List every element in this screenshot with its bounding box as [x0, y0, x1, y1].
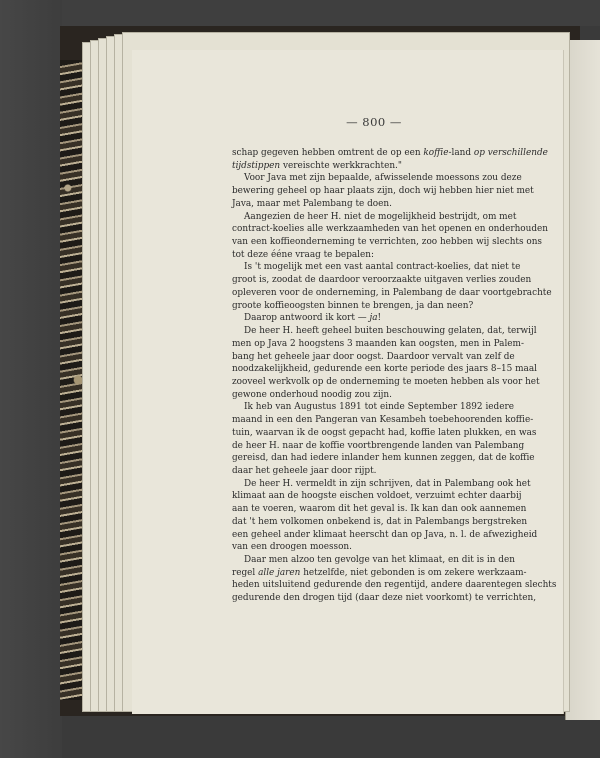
text-line [232, 351, 514, 364]
text-line [232, 312, 514, 325]
text-line [232, 478, 531, 491]
backdrop-top [0, 0, 600, 26]
italic-text: alle jaren [258, 567, 301, 578]
text-line [232, 287, 552, 300]
text-line [232, 325, 537, 338]
text-span: heden uitsluitend gedurende den regentijd, andere daarentegen slechts [232, 580, 557, 591]
text-span: hetzelfde, niet gebonden is om zekere werkzaam- [300, 567, 527, 578]
text-line [232, 465, 514, 478]
text-span: opleveren voor de onderneming, in Palembang de daar voortgebrachte [232, 287, 552, 298]
text-line [232, 376, 540, 389]
text-span: Voor Java met zijn bepaalde, afwisselende moessons zou deze [244, 173, 522, 184]
text-span: daar het geheele jaar door rijpt. [232, 465, 377, 476]
text-span: gereisd, dan had iedere inlander hem kunnen zeggen, dat de koffie [232, 453, 535, 464]
text-span: ! [377, 313, 382, 324]
text-span: regel [232, 567, 259, 578]
text-span: De heer H. vermeldt in zijn schrijven, dat in Palembang ook het [244, 478, 531, 489]
text-line [232, 261, 521, 274]
text-line [232, 363, 537, 376]
text-span: zooveel werkvolk op de onderneming te moeten hebben als voor het [232, 376, 540, 387]
text-line [232, 529, 538, 542]
text-span: bewering geheel op haar plaats zijn, doch wij hebben hier niet met [232, 186, 534, 197]
text-line [232, 490, 522, 503]
text-span: tuin, waarvan ik de oogst gepacht had, koffie laten plukken, en was [232, 427, 537, 438]
text-line [232, 427, 537, 440]
text-span: van een droogen moesson. [232, 542, 352, 553]
text-span: dat 't hem volkomen onbekend is, dat in Palembangs bergstreken [232, 516, 528, 527]
text-line [232, 249, 514, 262]
text-line [232, 579, 557, 592]
text-span: contract-koelies alle werkzaamheden van het openen en onderhouden [232, 224, 548, 235]
text-line [232, 554, 514, 567]
text-span: Daarop antwoord ik kort — [244, 313, 370, 324]
italic-text: op verschillende [473, 148, 548, 158]
text-span: men op Java 2 hoogstens 3 maanden kan oogsten, men in Palem- [232, 338, 524, 349]
text-span: een geheel ander klimaat heerscht dan op Java, n. l. de afwezigheid [232, 529, 538, 540]
text-line [232, 401, 514, 414]
text-span: -land [448, 148, 474, 158]
text-span: schap gegeven hebben omtrent de op een [232, 148, 424, 158]
italic-text: koffie [423, 148, 449, 158]
text-span: Java, maar met Palembang te doen. [232, 198, 392, 209]
text-span: groote koffieoogsten binnen te brengen, ja dan neen? [232, 300, 474, 311]
text-line [232, 300, 514, 313]
text-span: tot deze ééne vraag te bepalen: [232, 249, 374, 260]
text-span: noodzakelijkheid, gedurende een korte periode des jaars 8–15 maal [232, 364, 537, 375]
text-line [232, 567, 527, 580]
text-span: gedurende den drogen tijd (daar deze niet voorkomt) te verrichten, [232, 593, 537, 604]
text-line [232, 223, 548, 236]
text-line [232, 503, 527, 516]
facing-page-edge [565, 40, 600, 720]
backdrop-left [0, 0, 62, 758]
italic-text: ja [369, 313, 378, 324]
text-span: De heer H. heeft geheel buiten beschouwing gelaten, dat, terwijl [244, 326, 537, 337]
text-line [232, 516, 528, 529]
text-line [232, 211, 517, 224]
text-line [232, 414, 534, 427]
text-span: gewone onderhoud noodig zou zijn. [232, 389, 392, 400]
text-line [232, 592, 537, 605]
text-line [232, 160, 514, 173]
text-span: aan te voeren, waarom dit het geval is. Ik kan dan ook aannemen [232, 504, 527, 515]
text-span: Aangezien de heer H. niet de mogelijkheid bestrijdt, om met [244, 211, 517, 222]
text-line [232, 452, 535, 465]
text-line [232, 185, 534, 198]
text-line [232, 198, 514, 211]
text-line [232, 541, 514, 554]
text-span: Is 't mogelijk met een vast aantal contract-koelies, dat niet te [244, 262, 521, 273]
page-number: — 800 — [346, 115, 402, 129]
text-line [232, 236, 542, 249]
text-span: bang het geheele jaar door oogst. Daardoor vervalt van zelf de [232, 351, 515, 362]
text-line [232, 172, 522, 185]
text-line [232, 338, 524, 351]
text-span: klimaat aan de hoogste eischen voldoet, verzuimt echter daarbij [232, 491, 522, 502]
text-span: vereischte werkkrachten." [280, 160, 402, 171]
text-span: van een koffieonderneming te verrichten, zoo hebben wij slechts ons [232, 237, 542, 248]
text-span: de heer H. naar de koffie voortbrengende landen van Palembang [232, 440, 525, 451]
italic-text: tijdstippen [232, 160, 281, 171]
text-line [232, 274, 532, 287]
text-span: Ik heb van Augustus 1891 tot einde September 1892 iedere [244, 402, 514, 413]
text-span: maand in een den Pangeran van Kesambeh toebehoorenden koffie- [232, 415, 534, 426]
text-line [232, 440, 525, 453]
text-span: Daar men alzoo ten gevolge van het klimaat, en dit is in den [244, 555, 515, 565]
text-line [232, 389, 514, 402]
body-text [232, 147, 557, 605]
text-span: groot is, zoodat de daardoor veroorzaakte uitgaven verlies zouden [232, 275, 532, 286]
text-line [232, 147, 548, 160]
